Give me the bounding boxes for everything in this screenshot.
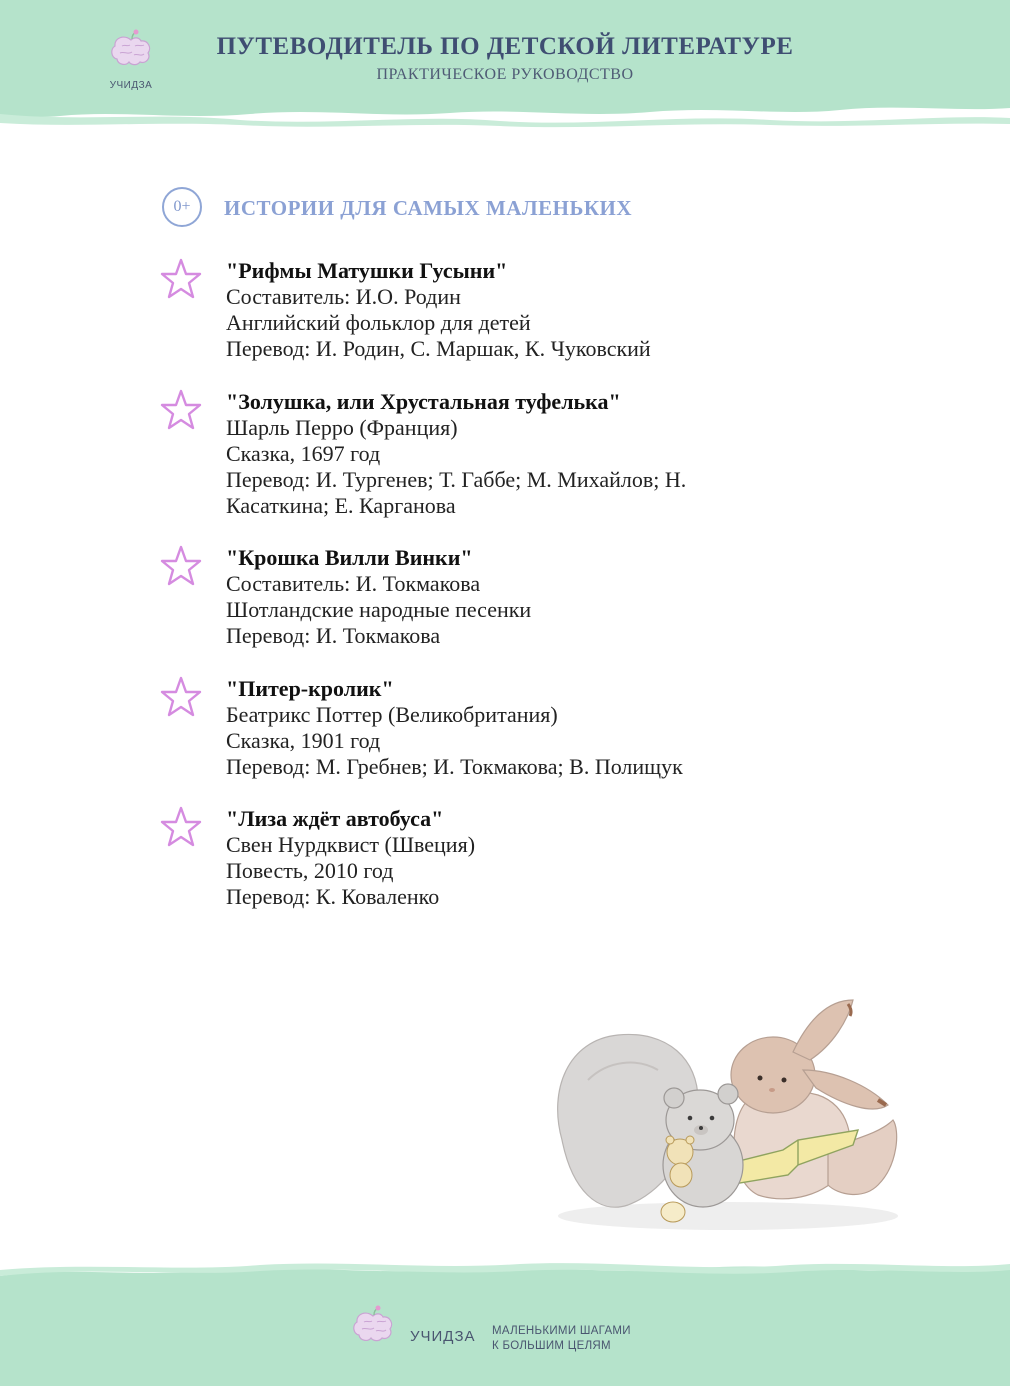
book-detail: Сказка, 1901 год: [226, 728, 381, 753]
book-detail: Касаткина; Е. Карганова: [226, 493, 456, 518]
section-title: ИСТОРИИ ДЛЯ САМЫХ МАЛЕНЬКИХ: [224, 196, 633, 220]
book-detail: Свен Нурдквист (Швеция): [226, 832, 476, 857]
star-outline-icon: [160, 389, 202, 431]
book-detail: Перевод: М. Гребнев; И. Токмакова; В. Полищук: [226, 754, 683, 779]
book-detail: Сказка, 1697 год: [226, 441, 381, 466]
star-outline-icon: [160, 258, 202, 300]
brain-icon[interactable]: [350, 1304, 396, 1350]
book-title: "Рифмы Матушки Гусыни": [226, 258, 508, 283]
book-title: "Лиза ждёт автобуса": [226, 806, 444, 831]
footer-motto-line: К БОЛЬШИМ ЦЕЛЯМ: [492, 1340, 611, 1352]
footer-motto: [492, 1324, 631, 1354]
book-detail: Составитель: И.О. Родин: [226, 284, 461, 309]
star-outline-icon: [160, 806, 202, 848]
book-detail: Перевод: К. Коваленко: [226, 884, 440, 909]
book-title: "Питер-кролик": [226, 676, 394, 701]
footer-brand: УЧИДЗА: [410, 1328, 476, 1345]
footer-motto-line: МАЛЕНЬКИМИ ШАГАМИ: [492, 1325, 631, 1337]
book-detail: Шарль Перро (Франция): [226, 415, 458, 440]
book-detail: Перевод: И. Токмакова: [226, 623, 441, 648]
book-detail: Повесть, 2010 год: [226, 858, 394, 883]
age-badge: 0+: [162, 187, 202, 227]
star-outline-icon: [160, 676, 202, 718]
star-outline-icon: [160, 545, 202, 587]
book-detail: Английский фольклор для детей: [226, 310, 531, 335]
header-logo-label: УЧИДЗА: [109, 80, 153, 91]
book-detail: Перевод: И. Родин, С. Маршак, К. Чуковский: [226, 336, 651, 361]
book-detail: Беатрикс Поттер (Великобритания): [226, 702, 558, 727]
page-title: ПУТЕВОДИТЕЛЬ ПО ДЕТСКОЙ ЛИТЕРАТУРЕ: [216, 33, 794, 60]
book-detail: Шотландские народные песенки: [226, 597, 532, 622]
book-detail: Перевод: И. Тургенев; Т. Габбе; М. Михайлов; Н.: [226, 467, 687, 492]
book-detail: Составитель: И. Токмакова: [226, 571, 481, 596]
book-title: "Крошка Вилли Винки": [226, 545, 473, 570]
reading-animals-illustration: [548, 990, 908, 1240]
book-title: "Золушка, или Хрустальная туфелька": [226, 389, 621, 414]
page-subtitle: ПРАКТИЧЕСКОЕ РУКОВОДСТВО: [376, 66, 634, 83]
